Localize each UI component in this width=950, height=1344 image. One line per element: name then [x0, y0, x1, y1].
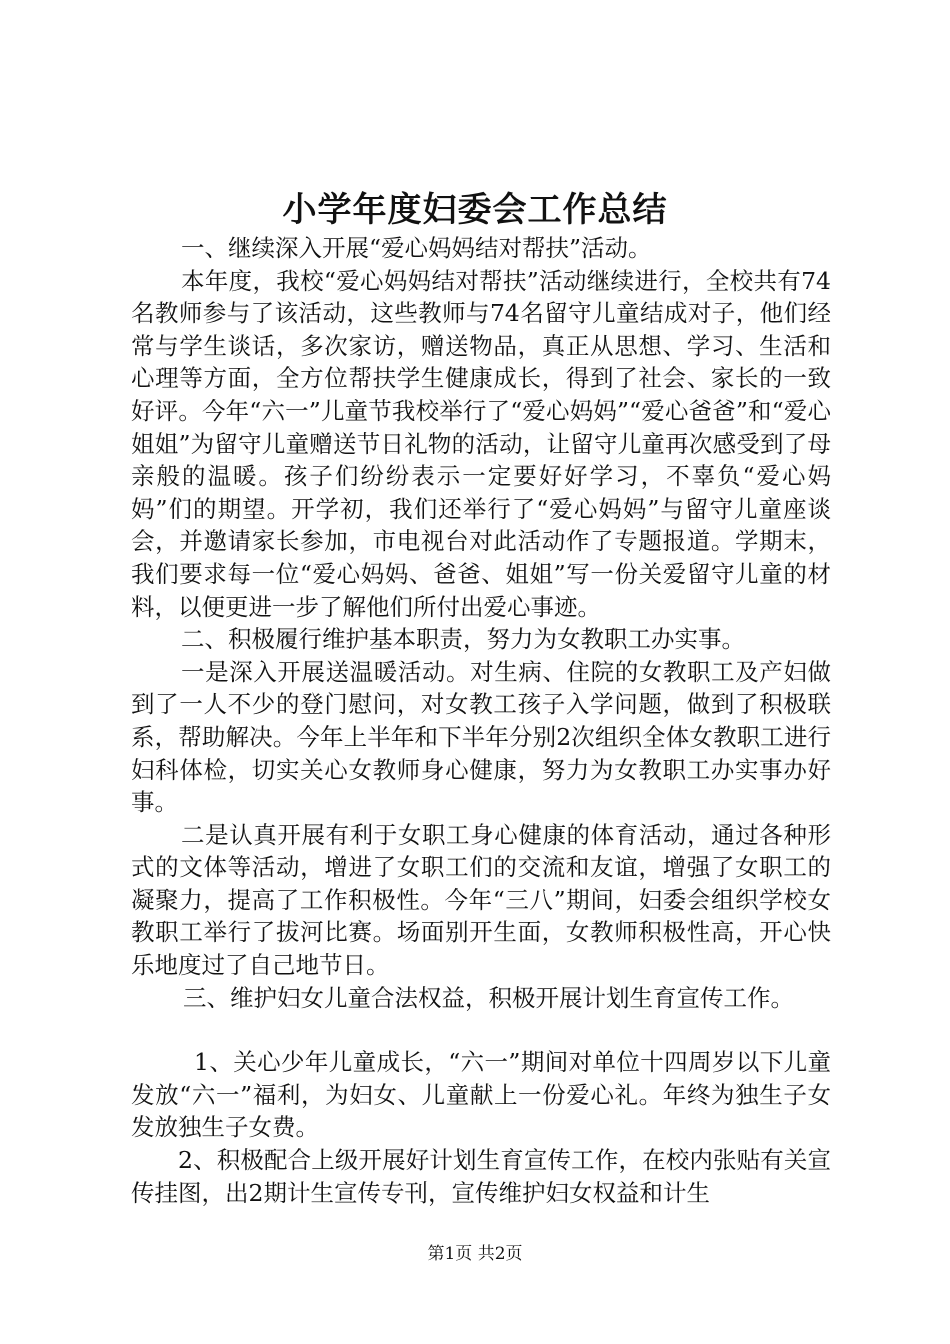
section-heading-2: 二、积极履行维护基本职责，努力为女教职工办实事。	[181, 625, 745, 654]
paragraph-3: 二是认真开展有利于女职工身心健康的体育活动，通过各种形式的文体等活动，增进了女职工们的交流和友谊，增强了女职工的凝聚力，提高了工作积极性。今年“三八”期间，妇委会组织学校女教职工举行了拔河比赛。场面别开生面，女教师积极性高，开心快乐地度过了自己地节日。	[131, 820, 831, 980]
page-footer: 第1页 共2页	[427, 1244, 523, 1264]
document-body	[131, 232, 831, 1209]
paragraph-1: 本年度，我校“爱心妈妈结对帮扶”活动继续进行，全校共有74名教师参与了该活动，这些教师与74名留守儿童结成对子，他们经常与学生谈话，多次家访，赠送物品，真正从思想、学习、生活和心理等方面，全方位帮扶学生健康成长，得到了社会、家长的一致好评。今年“六一”儿童节我校举行了“爱心妈妈”“爱心爸爸”和“爱心姐姐”为留守儿童赠送节日礼物的活动，让留守儿童再次感受到了母亲般的温暖。孩子们纷纷表示一定要好好学习，不辜负“爱心妈妈”们的期望。开学初，我们还举行了“爱心妈妈”与留守儿童座谈会，并邀请家长参加，市电视台对此活动作了专题报道。学期末，我们要求每一位“爱心妈妈、爸爸、姐姐”写一份关爱留守儿童的材料，以便更进一步了解他们所付出爱心事迹。	[131, 266, 831, 621]
blank-line	[131, 1014, 831, 1046]
document-title: 小学年度妇委会工作总结	[282, 190, 668, 230]
section-heading-3: 三、维护妇女儿童合法权益，积极开展计划生育宣传工作。	[183, 983, 794, 1012]
list-item-1: 1、关心少年儿童成长，“六一”期间对单位十四周岁以下儿童发放“六一”福利，为妇女、儿童献上一份爱心礼。年终为独生子女发放独生子女费。	[131, 1048, 831, 1142]
paragraph-2: 一是深入开展送温暖活动。对生病、住院的女教职工及产妇做到了一人不少的登门慰问，对女教工孩子入学问题，做到了积极联系，帮助解决。今年上半年和下半年分别2次组织全体女教职工进行妇科体检，切实关心女教师身心健康，努力为女教职工办实事办好事。	[131, 657, 831, 817]
list-item-2: 2、积极配合上级开展好计划生育宣传工作，在校内张贴有关宣传挂图，出2期计生宣传专刊，宣传维护妇女权益和计生	[131, 1146, 831, 1207]
section-heading-1: 一、继续深入开展“爱心妈妈结对帮扶”活动。	[181, 234, 652, 262]
